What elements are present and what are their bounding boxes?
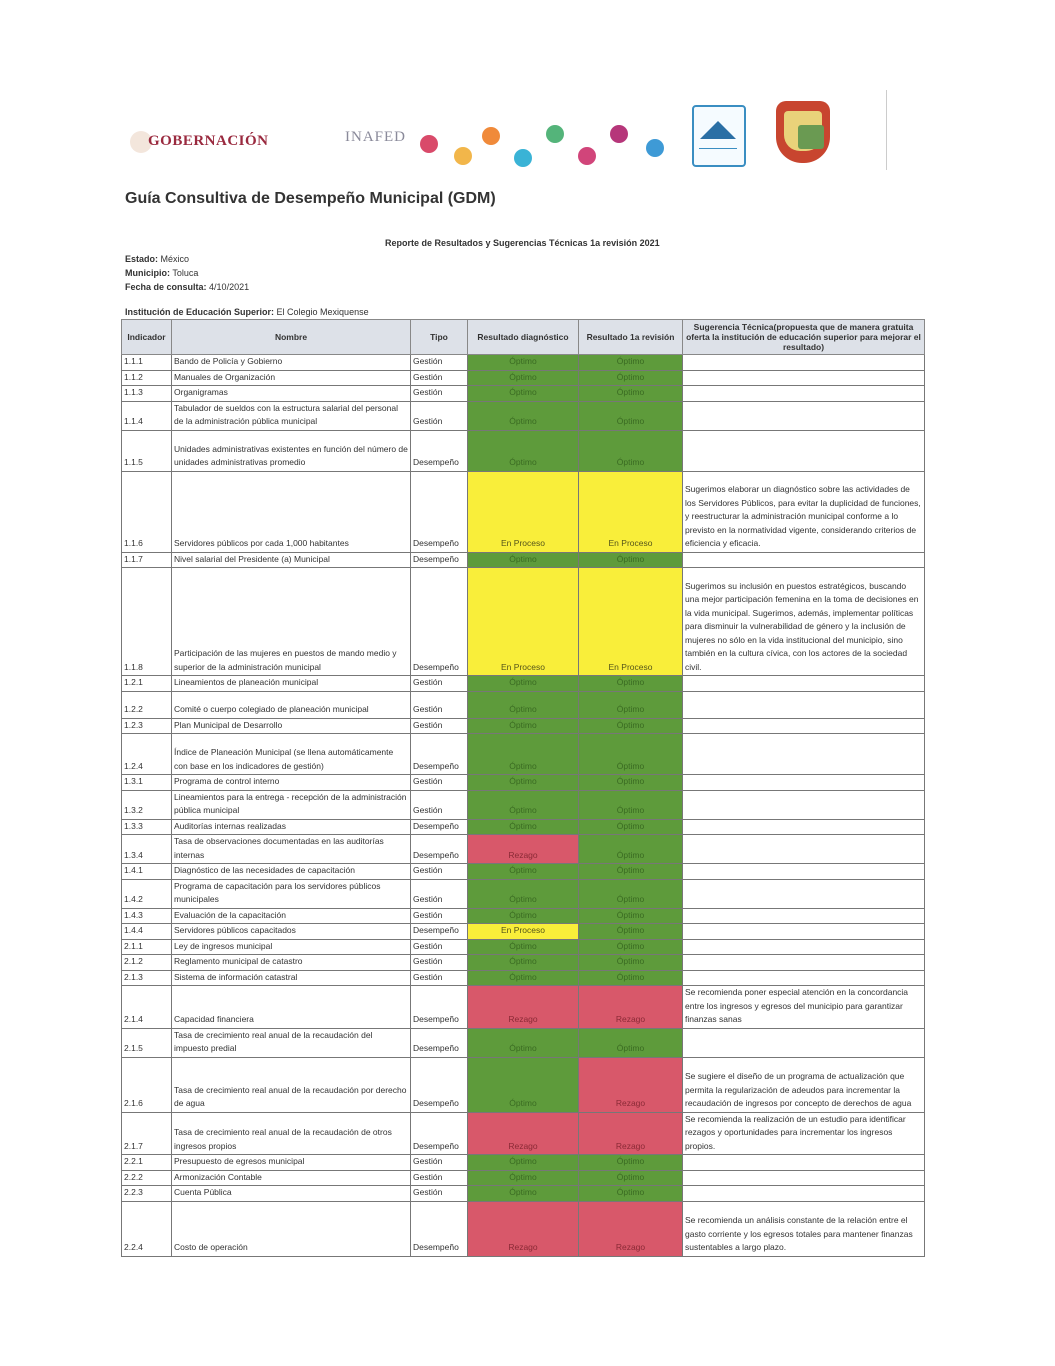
colegio-mexiquense-logo <box>692 105 746 167</box>
table-row <box>122 734 925 775</box>
suggestion-cell <box>683 955 925 971</box>
type-cell: Desempeño <box>411 471 468 552</box>
diagnostic-result-cell: Rezago <box>468 986 579 1029</box>
type-cell: Gestión <box>411 401 468 430</box>
revision-result-cell: Óptimo <box>579 1028 683 1057</box>
indicator-cell: 2.2.3 <box>122 1186 172 1202</box>
type-cell: Gestión <box>411 939 468 955</box>
revision-result-cell: Óptimo <box>579 790 683 819</box>
ods-dot-icon <box>482 127 500 145</box>
indicator-cell: 1.4.3 <box>122 908 172 924</box>
name-cell: Diagnóstico de las necesidades de capacitación <box>172 864 411 880</box>
revision-result-cell: Óptimo <box>579 718 683 734</box>
diagnostic-result-cell: Óptimo <box>468 939 579 955</box>
diagnostic-result-cell: Óptimo <box>468 1028 579 1057</box>
name-cell: Tasa de crecimiento real anual de la recaudación del impuesto predial <box>172 1028 411 1057</box>
divider <box>886 90 887 170</box>
type-cell: Desempeño <box>411 552 468 568</box>
indicator-cell: 1.4.1 <box>122 864 172 880</box>
table-header-row <box>122 320 925 355</box>
indicator-cell: 1.2.2 <box>122 691 172 718</box>
indicator-cell: 1.1.2 <box>122 370 172 386</box>
institution-line <box>125 307 369 317</box>
diagnostic-result-cell: En Proceso <box>468 471 579 552</box>
diagnostic-result-cell: Rezago <box>468 835 579 864</box>
ods-dot-icon <box>454 147 472 165</box>
indicator-cell: 1.1.1 <box>122 355 172 371</box>
ods-dot-icon <box>514 149 532 167</box>
diagnostic-result-cell: Rezago <box>468 1201 579 1256</box>
type-cell: Gestión <box>411 1155 468 1171</box>
ods-dot-icon <box>546 125 564 143</box>
suggestion-cell <box>683 676 925 692</box>
diagnostic-result-cell: Óptimo <box>468 1057 579 1112</box>
revision-result-cell: Rezago <box>579 1112 683 1155</box>
estado-value: México <box>160 254 190 264</box>
revision-result-cell: Óptimo <box>579 939 683 955</box>
revision-result-cell: Rezago <box>579 1057 683 1112</box>
diagnostic-result-cell: Rezago <box>468 1112 579 1155</box>
suggestion-cell <box>683 939 925 955</box>
name-cell: Tasa de crecimiento real anual de la recaudación por derecho de agua <box>172 1057 411 1112</box>
indicator-cell: 1.1.6 <box>122 471 172 552</box>
table-row <box>122 370 925 386</box>
name-cell: Programa de control interno <box>172 775 411 791</box>
estado-de-mexico-coat-of-arms-icon <box>776 101 830 163</box>
table-row <box>122 924 925 940</box>
type-cell: Desempeño <box>411 1201 468 1256</box>
diagnostic-result-cell: Óptimo <box>468 691 579 718</box>
revision-result-cell: Óptimo <box>579 430 683 471</box>
suggestion-cell <box>683 355 925 371</box>
table-row <box>122 939 925 955</box>
type-cell: Gestión <box>411 691 468 718</box>
diagnostic-result-cell: Óptimo <box>468 908 579 924</box>
header-indicador: Indicador <box>122 320 172 355</box>
table-row <box>122 835 925 864</box>
revision-result-cell: Óptimo <box>579 355 683 371</box>
table-row <box>122 970 925 986</box>
indicator-cell: 1.4.4 <box>122 924 172 940</box>
name-cell: Tasa de crecimiento real anual de la recaudación de otros ingresos propios <box>172 1112 411 1155</box>
name-cell: Sistema de información catastral <box>172 970 411 986</box>
results-table <box>121 319 925 1257</box>
suggestion-cell <box>683 430 925 471</box>
type-cell: Desempeño <box>411 1057 468 1112</box>
diagnostic-result-cell: Óptimo <box>468 1155 579 1171</box>
type-cell: Gestión <box>411 676 468 692</box>
name-cell: Programa de capacitación para los servidores públicos municipales <box>172 879 411 908</box>
type-cell: Gestión <box>411 955 468 971</box>
report-meta <box>125 252 249 294</box>
type-cell: Desempeño <box>411 1028 468 1057</box>
name-cell: Organigramas <box>172 386 411 402</box>
header-sugerencia: Sugerencia Técnica(propuesta que de manera gratuita oferta la institución de educación superior para mejorar el resultado) <box>683 320 925 355</box>
suggestion-cell: Se recomienda la realización de un estudio para identificar rezagos y oportunidades para incrementar los ingresos propios. <box>683 1112 925 1155</box>
table-row <box>122 986 925 1029</box>
revision-result-cell: Óptimo <box>579 370 683 386</box>
ods-dot-icon <box>420 135 438 153</box>
name-cell: Bando de Policía y Gobierno <box>172 355 411 371</box>
suggestion-cell <box>683 908 925 924</box>
table-row <box>122 471 925 552</box>
diagnostic-result-cell: Óptimo <box>468 775 579 791</box>
suggestion-cell: Sugerimos elaborar un diagnóstico sobre las actividades de los Servidores Públicos, para evitar la duplicidad de funciones, y reestructurar la administración municipal conforme a lo previsto en la normatividad vigente, considerando criterios de eficiencia y eficacia. <box>683 471 925 552</box>
gobernacion-logo: GOBERNACIÓN <box>148 133 269 149</box>
revision-result-cell: Óptimo <box>579 552 683 568</box>
type-cell: Gestión <box>411 864 468 880</box>
diagnostic-result-cell: Óptimo <box>468 790 579 819</box>
header-resultado-revision: Resultado 1a revisión <box>579 320 683 355</box>
table-row <box>122 386 925 402</box>
diagnostic-result-cell: Óptimo <box>468 734 579 775</box>
municipio-label: Municipio: <box>125 268 170 278</box>
suggestion-cell <box>683 552 925 568</box>
table-row <box>122 1201 925 1256</box>
indicator-cell: 1.1.3 <box>122 386 172 402</box>
suggestion-cell <box>683 819 925 835</box>
revision-result-cell: Óptimo <box>579 819 683 835</box>
name-cell: Nivel salarial del Presidente (a) Municipal <box>172 552 411 568</box>
page-title: Guía Consultiva de Desempeño Municipal (GDM) <box>125 190 496 207</box>
name-cell: Participación de las mujeres en puestos de mando medio y superior de la administración municipal <box>172 568 411 676</box>
name-cell: Armonización Contable <box>172 1170 411 1186</box>
revision-result-cell: Óptimo <box>579 1170 683 1186</box>
type-cell: Gestión <box>411 1186 468 1202</box>
suggestion-cell <box>683 1155 925 1171</box>
type-cell: Gestión <box>411 790 468 819</box>
type-cell: Gestión <box>411 879 468 908</box>
diagnostic-result-cell: En Proceso <box>468 924 579 940</box>
indicator-cell: 2.1.2 <box>122 955 172 971</box>
indicator-cell: 1.3.2 <box>122 790 172 819</box>
table-row <box>122 908 925 924</box>
table-row <box>122 718 925 734</box>
diagnostic-result-cell: Óptimo <box>468 401 579 430</box>
suggestion-cell: Se recomienda un análisis constante de la relación entre el gasto corriente y los egresos totales para mantener finanzas sustentables a largo plazo. <box>683 1201 925 1256</box>
name-cell: Servidores públicos capacitados <box>172 924 411 940</box>
type-cell: Gestión <box>411 370 468 386</box>
revision-result-cell: Rezago <box>579 986 683 1029</box>
name-cell: Unidades administrativas existentes en función del número de unidades administrativas promedio <box>172 430 411 471</box>
name-cell: Cuenta Pública <box>172 1186 411 1202</box>
suggestion-cell <box>683 864 925 880</box>
table-row <box>122 864 925 880</box>
table-row <box>122 355 925 371</box>
indicator-cell: 1.2.4 <box>122 734 172 775</box>
table-row <box>122 1155 925 1171</box>
name-cell: Auditorías internas realizadas <box>172 819 411 835</box>
header-resultado-diagnostico: Resultado diagnóstico <box>468 320 579 355</box>
indicator-cell: 2.2.4 <box>122 1201 172 1256</box>
type-cell: Desempeño <box>411 835 468 864</box>
table-row <box>122 1170 925 1186</box>
name-cell: Tabulador de sueldos con la estructura salarial del personal de la administración pública municipal <box>172 401 411 430</box>
revision-result-cell: Óptimo <box>579 676 683 692</box>
fecha-value: 4/10/2021 <box>209 282 250 292</box>
logo-banner <box>140 95 920 175</box>
diagnostic-result-cell: Óptimo <box>468 1186 579 1202</box>
table-row <box>122 1186 925 1202</box>
type-cell: Gestión <box>411 970 468 986</box>
suggestion-cell <box>683 691 925 718</box>
revision-result-cell: Óptimo <box>579 924 683 940</box>
suggestion-cell <box>683 734 925 775</box>
type-cell: Gestión <box>411 386 468 402</box>
table-row <box>122 401 925 430</box>
indicator-cell: 1.3.1 <box>122 775 172 791</box>
type-cell: Desempeño <box>411 568 468 676</box>
revision-result-cell: Óptimo <box>579 864 683 880</box>
table-row <box>122 691 925 718</box>
suggestion-cell <box>683 835 925 864</box>
diagnostic-result-cell: Óptimo <box>468 676 579 692</box>
revision-result-cell: Óptimo <box>579 955 683 971</box>
diagnostic-result-cell: Óptimo <box>468 430 579 471</box>
indicator-cell: 1.2.1 <box>122 676 172 692</box>
diagnostic-result-cell: Óptimo <box>468 552 579 568</box>
suggestion-cell <box>683 718 925 734</box>
name-cell: Plan Municipal de Desarrollo <box>172 718 411 734</box>
suggestion-cell: Se recomienda poner especial atención en la concordancia entre los ingresos y egresos del municipio para garantizar finanzas sanas <box>683 986 925 1029</box>
diagnostic-result-cell: Óptimo <box>468 718 579 734</box>
indicator-cell: 1.3.3 <box>122 819 172 835</box>
name-cell: Servidores públicos por cada 1,000 habitantes <box>172 471 411 552</box>
revision-result-cell: Óptimo <box>579 1186 683 1202</box>
institution-value: El Colegio Mexiquense <box>276 307 369 317</box>
suggestion-cell <box>683 1170 925 1186</box>
table-row <box>122 819 925 835</box>
name-cell: Comité o cuerpo colegiado de planeación municipal <box>172 691 411 718</box>
indicator-cell: 1.1.4 <box>122 401 172 430</box>
indicator-cell: 2.2.2 <box>122 1170 172 1186</box>
header-nombre: Nombre <box>172 320 411 355</box>
name-cell: Índice de Planeación Municipal (se llena automáticamente con base en los indicadores de gestión) <box>172 734 411 775</box>
name-cell: Lineamientos para la entrega - recepción de la administración pública municipal <box>172 790 411 819</box>
type-cell: Desempeño <box>411 819 468 835</box>
name-cell: Capacidad financiera <box>172 986 411 1029</box>
table-row <box>122 1028 925 1057</box>
type-cell: Desempeño <box>411 430 468 471</box>
revision-result-cell: Óptimo <box>579 401 683 430</box>
indicator-cell: 1.3.4 <box>122 835 172 864</box>
revision-result-cell: Óptimo <box>579 691 683 718</box>
report-title: Reporte de Resultados y Sugerencias Técnicas 1a revisión 2021 <box>385 238 660 248</box>
suggestion-cell <box>683 924 925 940</box>
type-cell: Gestión <box>411 908 468 924</box>
revision-result-cell: Óptimo <box>579 879 683 908</box>
suggestion-cell: Sugerimos su inclusión en puestos estratégicos, buscando una mejor participación femenina en la toma de decisiones en la vida municipal. Sugerimos, además, implementar políticas para disminuir la vulnerabilidad de género y la inclusión de mujeres no sólo en la vida institucional del municipio, sino también en la cultura cívica, con los actores de la sociedad civil. <box>683 568 925 676</box>
suggestion-cell <box>683 1186 925 1202</box>
indicator-cell: 1.1.8 <box>122 568 172 676</box>
table-row <box>122 879 925 908</box>
name-cell: Costo de operación <box>172 1201 411 1256</box>
indicator-cell: 2.2.1 <box>122 1155 172 1171</box>
diagnostic-result-cell: Óptimo <box>468 970 579 986</box>
suggestion-cell <box>683 970 925 986</box>
indicator-cell: 2.1.3 <box>122 970 172 986</box>
revision-result-cell: Rezago <box>579 1201 683 1256</box>
indicator-cell: 2.1.1 <box>122 939 172 955</box>
diagnostic-result-cell: Óptimo <box>468 819 579 835</box>
name-cell: Presupuesto de egresos municipal <box>172 1155 411 1171</box>
revision-result-cell: En Proceso <box>579 568 683 676</box>
type-cell: Gestión <box>411 775 468 791</box>
indicator-cell: 1.1.7 <box>122 552 172 568</box>
type-cell: Gestión <box>411 718 468 734</box>
ods-dot-icon <box>610 125 628 143</box>
diagnostic-result-cell: Óptimo <box>468 879 579 908</box>
revision-result-cell: En Proceso <box>579 471 683 552</box>
table-row <box>122 676 925 692</box>
suggestion-cell <box>683 1028 925 1057</box>
table-row <box>122 552 925 568</box>
type-cell: Desempeño <box>411 986 468 1029</box>
indicator-cell: 2.1.5 <box>122 1028 172 1057</box>
name-cell: Reglamento municipal de catastro <box>172 955 411 971</box>
table-row <box>122 430 925 471</box>
suggestion-cell <box>683 879 925 908</box>
institution-label: Institución de Educación Superior: <box>125 307 275 317</box>
suggestion-cell <box>683 790 925 819</box>
indicator-cell: 2.1.6 <box>122 1057 172 1112</box>
ods-dot-icon <box>578 147 596 165</box>
revision-result-cell: Óptimo <box>579 1155 683 1171</box>
revision-result-cell: Óptimo <box>579 386 683 402</box>
estado-label: Estado: <box>125 254 159 264</box>
indicator-cell: 1.2.3 <box>122 718 172 734</box>
indicator-cell: 2.1.4 <box>122 986 172 1029</box>
name-cell: Lineamientos de planeación municipal <box>172 676 411 692</box>
diagnostic-result-cell: Óptimo <box>468 955 579 971</box>
name-cell: Tasa de observaciones documentadas en las auditorías internas <box>172 835 411 864</box>
suggestion-cell <box>683 370 925 386</box>
type-cell: Desempeño <box>411 1112 468 1155</box>
revision-result-cell: Óptimo <box>579 734 683 775</box>
revision-result-cell: Óptimo <box>579 775 683 791</box>
municipio-value: Toluca <box>172 268 199 278</box>
revision-result-cell: Óptimo <box>579 835 683 864</box>
diagnostic-result-cell: Óptimo <box>468 370 579 386</box>
suggestion-cell <box>683 775 925 791</box>
ods-dot-icon <box>646 139 664 157</box>
revision-result-cell: Óptimo <box>579 970 683 986</box>
diagnostic-result-cell: En Proceso <box>468 568 579 676</box>
table-row <box>122 1112 925 1155</box>
diagnostic-result-cell: Óptimo <box>468 864 579 880</box>
type-cell: Desempeño <box>411 924 468 940</box>
table-row <box>122 568 925 676</box>
indicator-cell: 2.1.7 <box>122 1112 172 1155</box>
inafed-logo: INAFED <box>345 129 406 145</box>
suggestion-cell <box>683 401 925 430</box>
indicator-cell: 1.1.5 <box>122 430 172 471</box>
name-cell: Evaluación de la capacitación <box>172 908 411 924</box>
table-row <box>122 790 925 819</box>
diagnostic-result-cell: Óptimo <box>468 355 579 371</box>
type-cell: Gestión <box>411 1170 468 1186</box>
table-row <box>122 775 925 791</box>
header-tipo: Tipo <box>411 320 468 355</box>
name-cell: Manuales de Organización <box>172 370 411 386</box>
indicator-cell: 1.4.2 <box>122 879 172 908</box>
type-cell: Gestión <box>411 355 468 371</box>
table-row <box>122 955 925 971</box>
suggestion-cell <box>683 386 925 402</box>
suggestion-cell: Se sugiere el diseño de un programa de actualización que permita la regularización de adeudos para incrementar la recaudación de ingresos por concepto de derechos de agua <box>683 1057 925 1112</box>
revision-result-cell: Óptimo <box>579 908 683 924</box>
type-cell: Desempeño <box>411 734 468 775</box>
fecha-label: Fecha de consulta: <box>125 282 207 292</box>
diagnostic-result-cell: Óptimo <box>468 386 579 402</box>
table-row <box>122 1057 925 1112</box>
name-cell: Ley de ingresos municipal <box>172 939 411 955</box>
diagnostic-result-cell: Óptimo <box>468 1170 579 1186</box>
